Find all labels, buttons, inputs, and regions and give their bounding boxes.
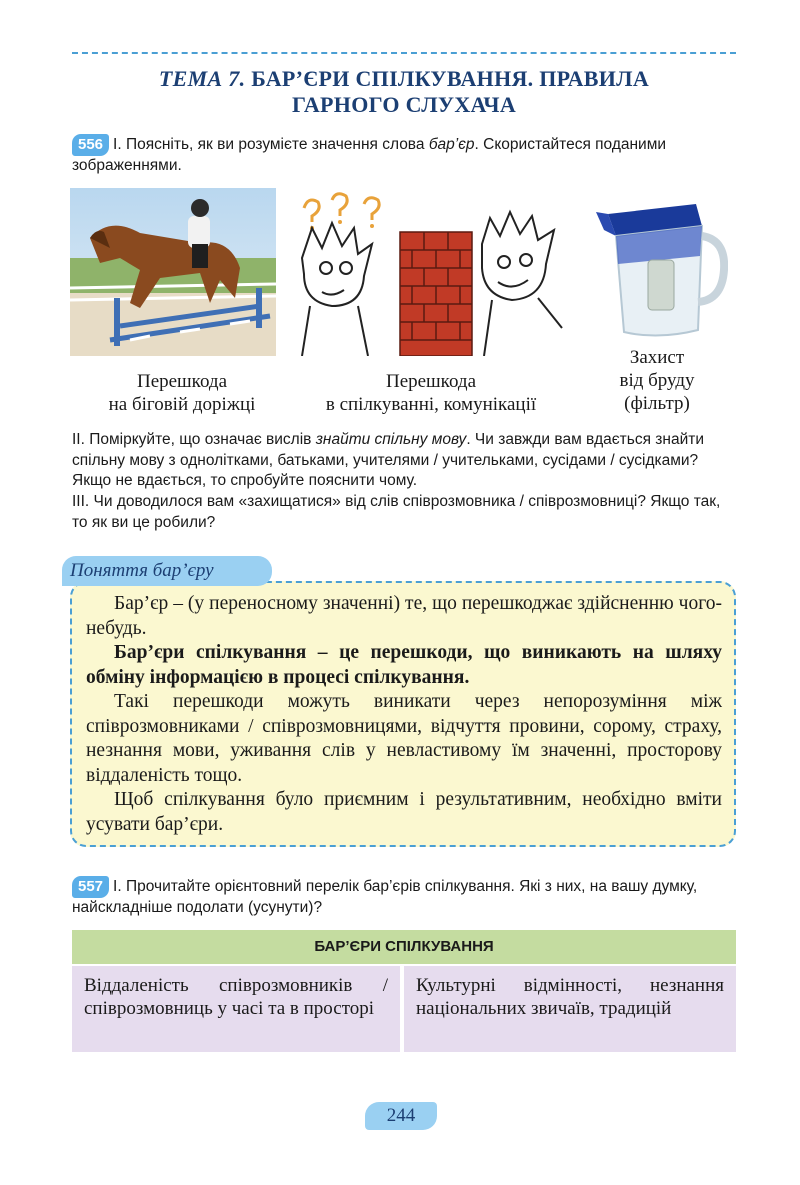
concept-main-definition: Бар’єри спілкування – це перешкоди, що виникають на шляху обміну інформацією в процесі спілкування. xyxy=(86,642,722,688)
water-filter-image xyxy=(586,190,728,340)
task-556-text-b: . Скористайтеся поданими зображеннями. xyxy=(72,136,667,174)
caption-running-track: Перешкода на біговій доріжці xyxy=(108,371,256,415)
page-number: 244 xyxy=(365,1102,437,1130)
concept-text xyxy=(86,592,722,837)
task-557-intro: 557 І. Прочитайте орієнтовний перелік бар’єрів спілкування. Які з них, на вашу думку, найскладніше подолати (усунути)? xyxy=(72,878,698,916)
concept-tab: Поняття бар’єру xyxy=(62,556,272,586)
task-556-intro xyxy=(72,134,736,177)
task-557-badge: 557 xyxy=(72,876,109,898)
concept-definition: Бар’єр – (у переносному значенні) те, що перешкоджає здійсненню чого-небудь. xyxy=(86,593,722,639)
phrase-common-language: знайти спільну мову xyxy=(315,431,467,448)
title-line2: ГАРНОГО СЛУХАЧА xyxy=(291,92,517,117)
task-556-part3: ІІІ. Чи доводилося вам «захищатися» від слів співрозмовника / співрозмовниці? Якщо так, то як ви це робили? xyxy=(72,493,721,531)
barriers-table-cell: Культурні відмінності, незнання національних звичаїв, традицій xyxy=(404,966,736,1052)
barriers-table-header: БАР’ЄРИ СПІЛКУВАННЯ xyxy=(72,930,736,964)
caption-communication: Перешкода в спілкуванні, комунікації xyxy=(325,371,537,415)
task-556-text-a: І. Поясніть, як ви розумієте значення слова xyxy=(113,136,429,153)
task-556-word: бар’єр xyxy=(428,136,475,153)
task-556-part2: ІІ. Поміркуйте, що означає вислів знайти спільну мову. Чи завжди вам вдається знайти спільну мову з однолітками, батьками, учителями / учительками, сусідами / сусідками? Якщо не вдається, то спробуйте пояснити чому. xyxy=(72,431,704,489)
theme-label: ТЕМА 7. xyxy=(158,66,246,91)
top-dashed-rule xyxy=(72,52,736,54)
barriers-table-cell: Віддаленість співрозмовників / співрозмовниць у часі та в просторі xyxy=(72,966,400,1052)
horse-jump-image xyxy=(70,188,276,356)
title-line1: БАР’ЄРИ СПІЛКУВАННЯ. ПРАВИЛА xyxy=(251,66,650,91)
caption-filter: Захист від бруду (фільтр) xyxy=(619,347,695,414)
task-556-badge: 556 xyxy=(72,134,109,156)
communication-barrier-image xyxy=(292,188,570,356)
page-title xyxy=(72,66,736,118)
concept-conclusion: Щоб спілкування було приємним і результативним, необхідно вміти усувати бар’єри. xyxy=(86,789,722,835)
concept-causes: Такі перешкоди можуть виникати через непорозуміння між співрозмовниками / співрозмовницями, відчуття провини, сорому, страху, незнання мови, уживання слів у невластивому їм значенні, просторову віддаленість тощо. xyxy=(86,691,722,786)
